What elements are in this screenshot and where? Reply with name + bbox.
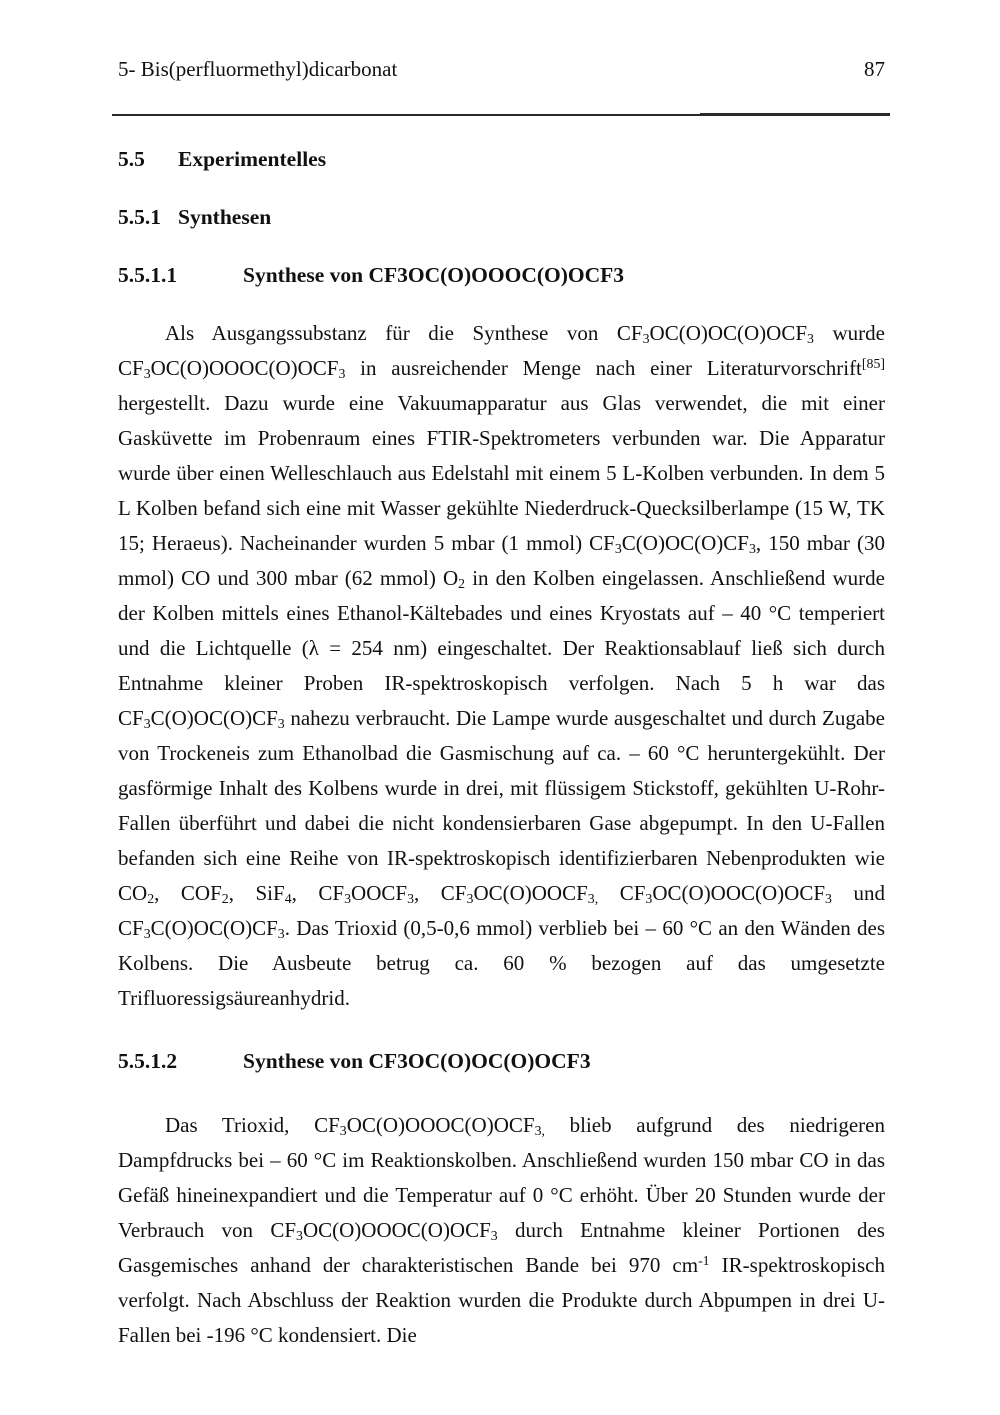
section-title: Synthese von CF3OC(O)OOOC(O)OCF3 [243, 263, 625, 287]
paragraph-synthesis-dicarbonate: Das Trioxid, $CF_3OC(O)OOOC(O)OCF_{3,}$ blieb aufgrund des niedrigeren Dampfdrucks bei – 60 °C im Reaktionskolben. Anschließend wurden 150 mbar CO in das Gefäß hineinexpandiert und die Temperatur auf 0 °C erhöht. Über 20 Stunden wurde der Verbrauch von $CF_3OC(O)OOOC(O)OCF_3$ durch Entnahme kleiner Portionen des Gasgemisches anhand der charakteristischen Bande bei 970 $cm^{-1}$ IR-spektroskopisch verfolgt. Nach Abschluss der Reaktion wurden die Produkte durch Abpumpen in drei U-Fallen bei -196 °C kondensiert. Die [118, 1113, 885, 1347]
running-header [118, 56, 885, 82]
section-heading-5-5 [118, 146, 885, 172]
section-heading-5-5-1 [118, 204, 885, 230]
section-number: 5.5.1.2 [118, 1049, 178, 1073]
header-rule [112, 114, 890, 116]
paragraph-synthesis-trioxide: Als Ausgangssubstanz für die Synthese von $CF_3OC(O)OC(O)OCF_3$ wurde $CF_3OC(O)OOOC(O)OCF_3$ in ausreichender Menge nach einer Literaturvorschrift[85] hergestellt. Dazu wurde eine Vakuumapparatur aus Glas verwendet, die mit einer Gasküvette im Probenraum eines FTIR-Spektrometers verbunden war. Die Apparatur wurde über einen Welleschlauch aus Edelstahl mit einem 5 L-Kolben verbunden. In dem 5 L Kolben befand sich eine mit Wasser gekühlte Niederdruck-Quecksilberlampe (15 W, TK 15; Heraeus). Nacheinander wurden 5 mbar (1 mmol) $CF_3C(O)OC(O)CF_3$, 150 mbar (30 mmol) CO und 300 mbar (62 mmol) $O_2$ in den Kolben eingelassen. Anschließend wurde der Kolben mittels eines Ethanol-Kältebades und eines Kryostats auf – 40 °C temperiert und die Lichtquelle (λ = 254 nm) eingeschaltet. Der Reaktionsablauf ließ sich durch Entnahme kleiner Proben IR-spektroskopisch verfolgen. Nach 5 h war das $CF_3C(O)OC(O)CF_3$ nahezu verbraucht. Die Lampe wurde ausgeschaltet und durch Zugabe von Trockeneis zum Ethanolbad die Gasmischung auf ca. – 60 °C heruntergekühlt. Der gasförmige Inhalt des Kolbens wurde in drei, mit flüssigem Stickstoff, gekühlten U-Rohr-Fallen überführt und dabei die nicht kondensierbaren Gase abgepumpt. In den U-Fallen befanden sich eine Reihe von IR-spektroskopisch identifizierbaren Nebenprodukten wie $CO_2$, $COF_2$, SiF$_4$, $CF_3OOCF_3$, $CF_3OC(O)OOCF_{3,}$ $CF_3OC(O)OOC(O)OCF_3$ und $CF_3C(O)OC(O)CF_3$. Das Trioxid (0,5-0,6 mmol) verblieb bei – 60 °C an den Wänden des Kolbens. Die Ausbeute betrug ca. 60 % bezogen auf das umgesetzte Trifluoressigsäureanhydrid. [118, 321, 886, 1010]
section-heading-5-5-1-1 [118, 262, 885, 288]
page-number: 87 [864, 57, 885, 81]
section-number: 5.5.1.1 [118, 263, 178, 287]
section-title: Synthesen [178, 205, 272, 229]
running-header-title: 5- Bis(perfluormethyl)dicarbonat [118, 57, 398, 81]
section-number: 5.5.1 [118, 205, 161, 229]
section-number: 5.5 [118, 147, 145, 171]
section-heading-5-5-1-2 [118, 1048, 885, 1074]
section-title: Synthese von CF3OC(O)OC(O)OCF3 [243, 1049, 591, 1073]
section-title: Experimentelles [178, 147, 327, 171]
